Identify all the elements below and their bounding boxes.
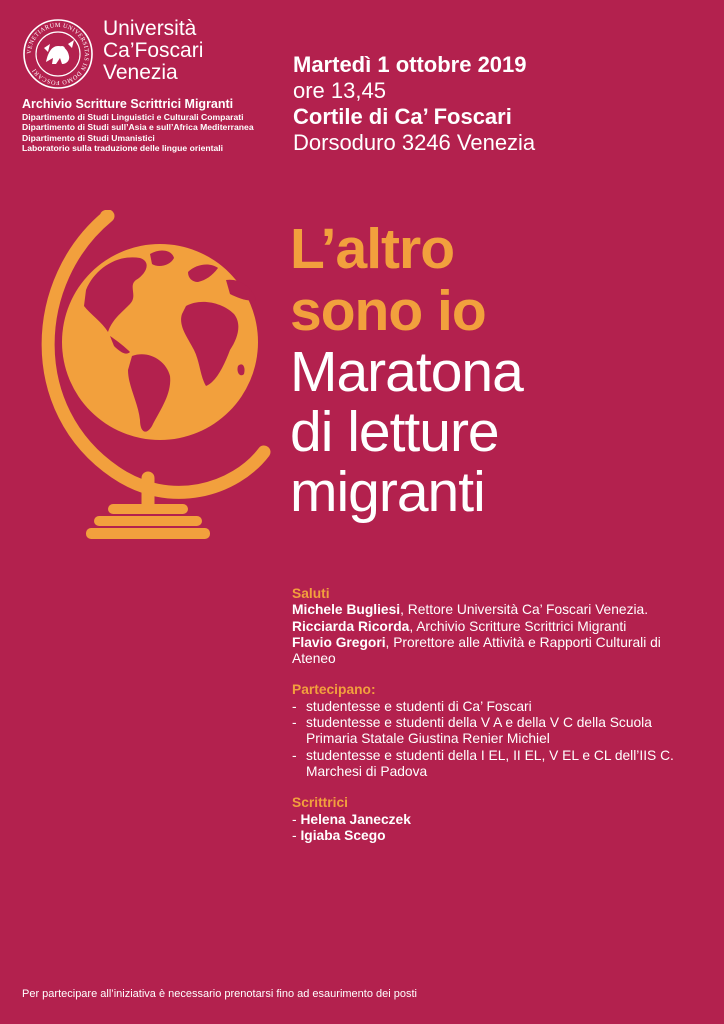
university-seal-logo xyxy=(22,18,94,90)
participant-item: - studentesse e studenti di Ca’ Foscari xyxy=(292,698,532,714)
archive-title: Archivio Scritture Scrittrici Migranti xyxy=(22,97,234,111)
department-item: Laboratorio sulla traduzione delle lingue orientali xyxy=(22,143,224,154)
university-name-line-1: Università xyxy=(103,17,197,40)
scrittrici-heading: Scrittrici xyxy=(292,795,348,811)
writer-name: Igiaba Scego xyxy=(300,827,386,843)
department-item: Dipartimento di Studi Linguistici e Culturali Comparati xyxy=(22,112,244,122)
event-info xyxy=(293,52,535,156)
title-main-line-1: Maratona xyxy=(290,340,523,404)
title-accent-line-1: L’altro xyxy=(290,217,455,281)
participant-item: - studentesse e studenti della I EL, II EL, V EL e CL dell’IIS C. Marchesi di Padova xyxy=(292,748,692,781)
department-list xyxy=(22,112,254,154)
participant-text: studentesse e studenti di Ca’ Foscari xyxy=(306,698,532,714)
title-accent-line-2: sono io xyxy=(290,279,486,343)
title-main-line-3: migranti xyxy=(290,460,485,524)
event-address: Dorsoduro 3246 Venezia xyxy=(293,130,536,155)
participant-item: - studentesse e studenti della V A e della V C della Scuola Primaria Statale Giustina Renier Michiel xyxy=(292,715,692,748)
partecipano-heading: Partecipano: xyxy=(292,682,376,698)
university-name-line-3: Venezia xyxy=(103,61,178,84)
event-date: Martedì 1 ottobre 2019 xyxy=(293,52,527,77)
writer-item: - Helena Janeczek xyxy=(292,811,411,827)
writer-item: - Igiaba Scego xyxy=(292,827,386,843)
department-item: Dipartimento di Studi sull’Asia e sull’Africa Mediterranea xyxy=(22,122,254,133)
globe-icon xyxy=(20,210,290,540)
department-item: Dipartimento di Studi Umanistici xyxy=(22,132,155,143)
saluti-heading: Saluti xyxy=(292,586,330,601)
svg-text:VENETIARUM UNIVERSITAS IN DOMO: VENETIARUM UNIVERSITAS IN DOMO FOSCARI xyxy=(25,21,91,87)
speaker-role: , Prorettore alle Attività e Rapporti Culturali di Ateneo xyxy=(292,634,661,667)
saluti-entry xyxy=(292,619,692,635)
saluti-entry xyxy=(292,602,692,618)
program xyxy=(292,586,692,844)
speaker-role: , Archivio Scritture Scrittrici Migranti xyxy=(409,618,627,634)
event-time: ore 13,45 xyxy=(293,78,386,103)
university-name-line-2: Ca’Foscari xyxy=(103,39,204,62)
title-main-line-2: di letture xyxy=(290,400,499,464)
saluti-entry xyxy=(292,635,692,668)
event-title xyxy=(290,218,523,522)
footer-note: Per partecipare all’iniziativa è necessario prenotarsi fino ad esaurimento dei posti xyxy=(22,988,417,1000)
event-venue: Cortile di Ca’ Foscari xyxy=(293,104,512,129)
speaker-name: Michele Bugliesi xyxy=(292,602,401,618)
speaker-name: Flavio Gregori xyxy=(292,634,386,650)
writer-name: Helena Janeczek xyxy=(300,811,411,827)
university-name xyxy=(103,18,203,84)
participant-text: studentesse e studenti della V A e della V C della Scuola Primaria Statale Giustina Renier Michiel xyxy=(306,715,652,747)
speaker-role: , Rettore Università Ca’ Foscari Venezia. xyxy=(400,602,649,618)
speaker-name: Ricciarda Ricorda xyxy=(292,618,410,634)
participant-text: studentesse e studenti della I EL, II EL, V EL e CL dell’IIS C. Marchesi di Padova xyxy=(306,747,674,779)
